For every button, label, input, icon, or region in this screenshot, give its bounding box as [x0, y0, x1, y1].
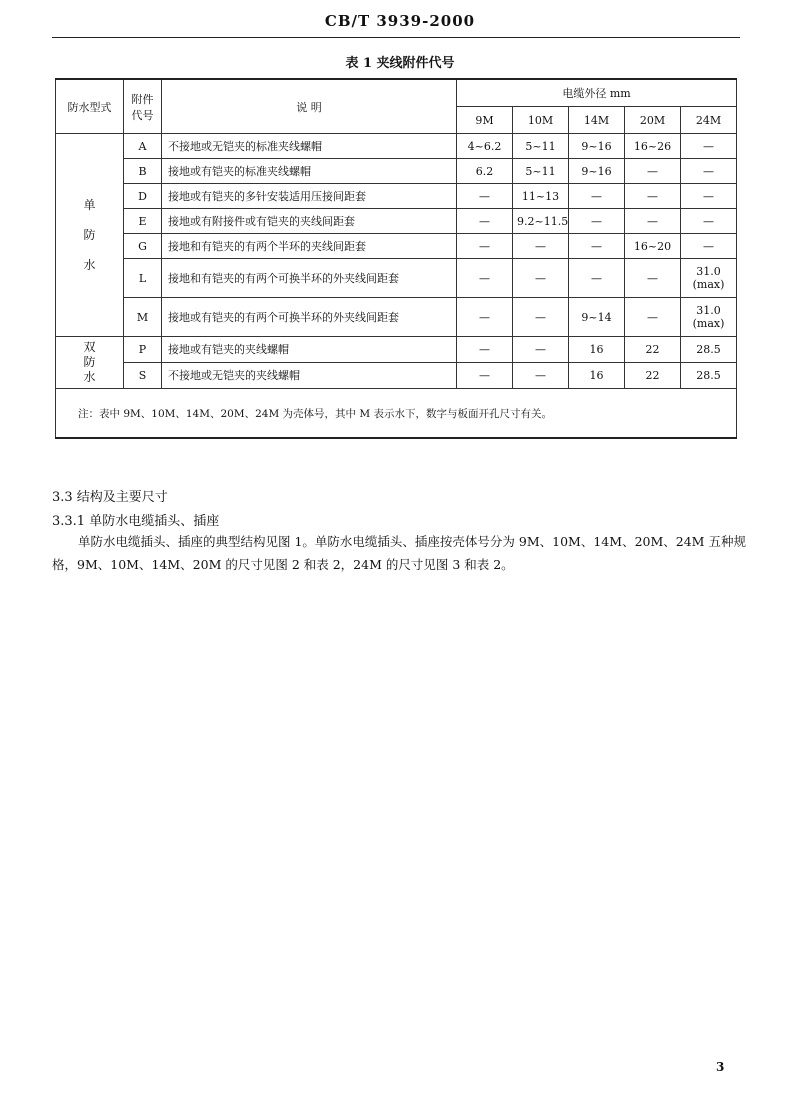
section-3-3-1-title: 3.3.1 单防水电缆插头、插座 — [52, 514, 220, 529]
accessory-code-table — [55, 78, 737, 439]
table-row — [56, 209, 737, 234]
header-size-24m: 24M — [681, 107, 737, 134]
value-cell: 16 — [569, 363, 625, 389]
code-cell: G — [124, 234, 162, 259]
value-cell: 31.0 (max) — [681, 259, 737, 298]
value-cell: — — [569, 209, 625, 234]
section-3-3-1-body: 单防水电缆插头、插座的典型结构见图 1。单防水电缆插头、插座按壳体号分为 9M、10M、14M、20M、24M 五种规格，9M、10M、14M、20M 的尺寸见图 2 和表 2，24M 的尺寸见图 3 和表 2。 — [52, 534, 746, 572]
value-cell: — — [569, 184, 625, 209]
code-cell: M — [124, 298, 162, 337]
header-cable-diameter: 电缆外径 mm — [457, 79, 737, 107]
value-cell: — — [681, 184, 737, 209]
value-cell: 28.5 — [681, 363, 737, 389]
desc-cell: 不接地或无铠夹的标准夹线螺帽 — [162, 134, 457, 159]
value-cell: 4~6.2 — [457, 134, 513, 159]
accessory-code-table-wrapper — [55, 78, 736, 439]
table-row — [56, 337, 737, 363]
value-cell: — — [513, 298, 569, 337]
desc-cell: 接地或有铠夹的标准夹线螺帽 — [162, 159, 457, 184]
code-cell: B — [124, 159, 162, 184]
page-number: 3 — [716, 1060, 725, 1074]
standard-code-header: CB/T 3939-2000 — [324, 12, 476, 30]
value-cell: 6.2 — [457, 159, 513, 184]
value-cell: 9~16 — [569, 159, 625, 184]
header-size-9m: 9M — [457, 107, 513, 134]
value-cell: — — [569, 234, 625, 259]
value-cell: — — [569, 259, 625, 298]
code-cell: E — [124, 209, 162, 234]
value-cell: 9~14 — [569, 298, 625, 337]
code-cell: P — [124, 337, 162, 363]
table-row — [56, 234, 737, 259]
value-cell: 16 — [569, 337, 625, 363]
table-note: 注：表中 9M、10M、14M、20M、24M 为壳体号，其中 M 表示水下，数字与板面开孔尺寸有关。 — [56, 389, 737, 439]
table-row — [56, 184, 737, 209]
value-cell: — — [513, 259, 569, 298]
value-cell: — — [681, 234, 737, 259]
value-cell: — — [513, 363, 569, 389]
desc-cell: 接地或有附接件或有铠夹的夹线间距套 — [162, 209, 457, 234]
value-cell: — — [625, 159, 681, 184]
value-cell: 22 — [625, 337, 681, 363]
value-cell: 5~11 — [513, 159, 569, 184]
value-cell: 22 — [625, 363, 681, 389]
code-cell: S — [124, 363, 162, 389]
value-cell: — — [457, 337, 513, 363]
value-cell: 9~16 — [569, 134, 625, 159]
value-cell: 9.2~11.5 — [513, 209, 569, 234]
code-cell: A — [124, 134, 162, 159]
value-cell: — — [681, 209, 737, 234]
value-cell: 16~20 — [625, 234, 681, 259]
header-type: 防水型式 — [56, 79, 124, 134]
value-cell: 5~11 — [513, 134, 569, 159]
value-cell: — — [513, 234, 569, 259]
value-cell: 31.0 (max) — [681, 298, 737, 337]
desc-cell: 不接地或无铠夹的夹线螺帽 — [162, 363, 457, 389]
table-caption: 表 1 夹线附件代号 — [345, 56, 455, 71]
value-cell: — — [681, 159, 737, 184]
desc-cell: 接地或有铠夹的夹线螺帽 — [162, 337, 457, 363]
value-cell: — — [625, 209, 681, 234]
value-cell: 16~26 — [625, 134, 681, 159]
table-row — [56, 159, 737, 184]
header-rule — [52, 37, 740, 38]
desc-cell: 接地和有铠夹的有两个半环的夹线间距套 — [162, 234, 457, 259]
table-row — [56, 134, 737, 159]
value-cell: — — [457, 259, 513, 298]
value-cell: — — [681, 134, 737, 159]
header-size-14m: 14M — [569, 107, 625, 134]
header-code: 附件代号 — [124, 79, 162, 134]
header-size-10m: 10M — [513, 107, 569, 134]
value-cell: — — [625, 184, 681, 209]
value-cell: — — [625, 259, 681, 298]
group-single-waterproof: 单 防 水 — [56, 134, 124, 337]
table-row — [56, 298, 737, 337]
value-cell: — — [513, 337, 569, 363]
value-cell: — — [457, 209, 513, 234]
value-cell: — — [625, 298, 681, 337]
header-size-20m: 20M — [625, 107, 681, 134]
value-cell: 11~13 — [513, 184, 569, 209]
value-cell: 28.5 — [681, 337, 737, 363]
value-cell: — — [457, 298, 513, 337]
value-cell: — — [457, 184, 513, 209]
section-3-3-title: 3.3 结构及主要尺寸 — [52, 490, 168, 505]
code-cell: L — [124, 259, 162, 298]
value-cell: — — [457, 234, 513, 259]
code-cell: D — [124, 184, 162, 209]
desc-cell: 接地或有铠夹的多针安装适用压接间距套 — [162, 184, 457, 209]
desc-cell: 接地和有铠夹的有两个可换半环的外夹线间距套 — [162, 259, 457, 298]
table-row — [56, 259, 737, 298]
value-cell: — — [457, 363, 513, 389]
group-double-waterproof: 双 防 水 — [56, 337, 124, 389]
header-desc: 说 明 — [162, 79, 457, 134]
desc-cell: 接地或有铠夹的有两个可换半环的外夹线间距套 — [162, 298, 457, 337]
table-row — [56, 363, 737, 389]
